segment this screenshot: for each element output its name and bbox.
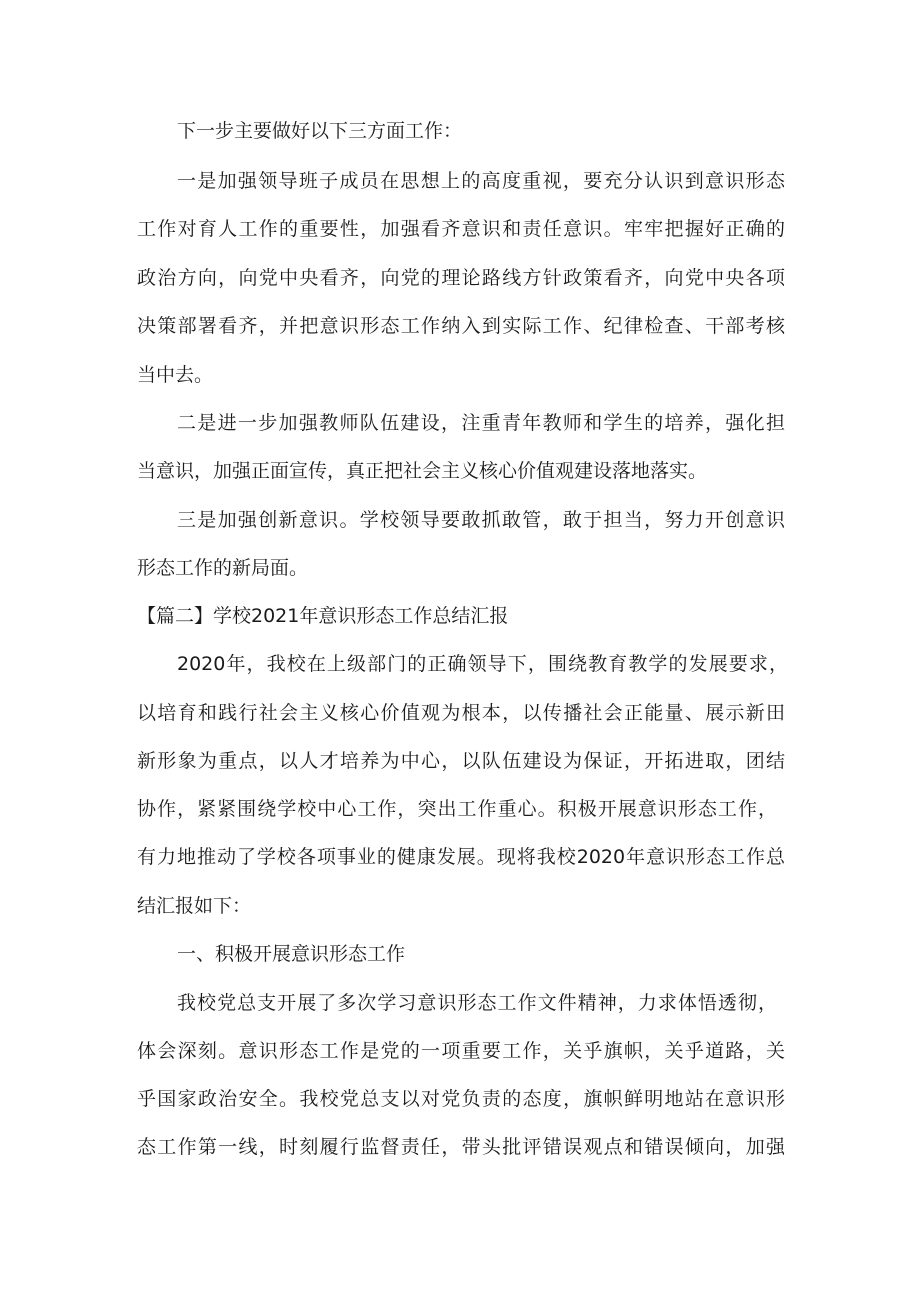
text-line: 下一步主要做好以下三方面工作： [177, 120, 463, 142]
section-heading: 【篇二】学校2021年意识形态工作总结汇报 [137, 605, 509, 627]
text-line: 态工作第一线，时刻履行监督责任，带头批评错误观点和错误倾向，加强 [137, 1136, 785, 1158]
text-line: 决策部署看齐，并把意识形态工作纳入到实际工作、纪律检查、干部考核 [137, 315, 785, 337]
text-line: 体会深刻。意识形态工作是党的一项重要工作，关乎旗帜，关乎道路，关 [137, 1040, 785, 1062]
text-line: 有力地推动了学校各项事业的健康发展。现将我校2020年意识形态工作总 [137, 846, 785, 868]
text-line: 工作对育人工作的重要性，加强看齐意识和责任意识。牢牢把握好正确的 [137, 218, 785, 240]
text-line: 我校党总支开展了多次学习意识形态工作文件精神，力求体悟透彻， [177, 992, 777, 1014]
text-line: 新形象为重点，以人才培养为中心，以队伍建设为保证，开拓进取，团结 [137, 750, 785, 772]
text-line: 当中去。 [137, 364, 214, 386]
text-line: 一是加强领导班子成员在思想上的高度重视，要充分认识到意识形态 [177, 170, 785, 192]
text-line: 二是进一步加强教师队伍建设，注重青年教师和学生的培养，强化担 [177, 412, 785, 434]
text-line: 以培育和践行社会主义核心价值观为根本，以传播社会正能量、展示新田 [137, 702, 785, 724]
text-line: 政治方向，向党中央看齐，向党的理论路线方针政策看齐，向党中央各项 [137, 267, 785, 289]
text-line: 乎国家政治安全。我校党总支以对党负责的态度，旗帜鲜明地站在意识形 [137, 1088, 785, 1110]
text-line: 当意识，加强正面宣传，真正把社会主义核心价值观建设落地落实。 [137, 460, 708, 482]
text-line: 2020年，我校在上级部门的正确领导下，围绕教育教学的发展要求， [177, 653, 788, 675]
text-line: 结汇报如下： [137, 895, 252, 917]
subsection-heading: 一、积极开展意识形态工作 [177, 943, 406, 965]
text-line: 协作，紧紧围绕学校中心工作，突出工作重心。积极开展意识形态工作， [137, 798, 777, 820]
text-line: 三是加强创新意识。学校领导要敢抓敢管，敢于担当，努力开创意识 [177, 509, 785, 531]
text-line: 形态工作的新局面。 [137, 557, 309, 579]
